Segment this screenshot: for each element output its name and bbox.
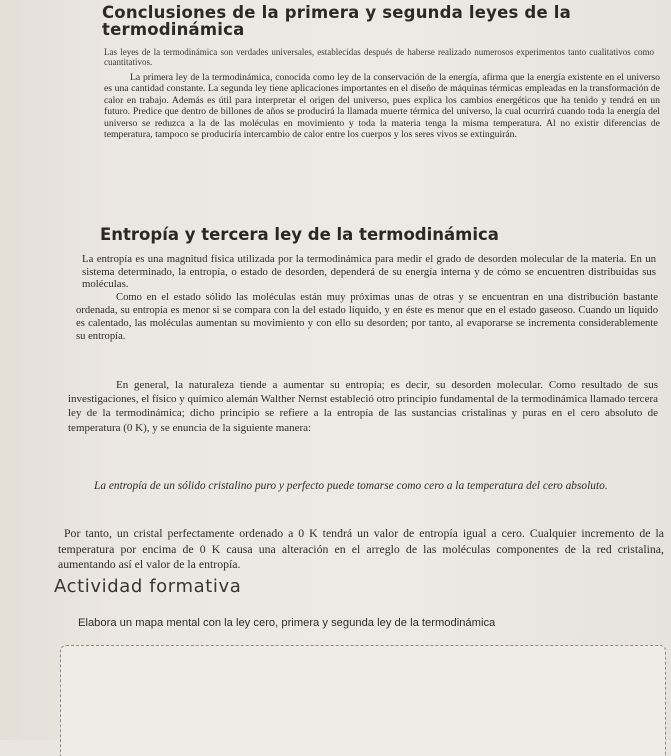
section-title-entropy: Entropía y tercera ley de la termodinámica: [100, 225, 499, 244]
nernst-paragraph: En general, la naturaleza tiende a aumentar su entropía; es decir, su desorden molecular. Como resultado de sus investigaciones, el físico y químico alemán Walther Nernst estableció otro principio fundamental de la termodinámica llamado tercera ley de la termodinámica; dicho principio se refiere a la entropía de las sustancias cristalinas y puras en el cero absoluto de temperatura (0 K), y se enuncia de la siguiente manera:: [68, 379, 658, 434]
entropy-definition-paragraph: La entropía es una magnitud física utilizada por la termodinámica para medir el grado de desorden molecular de la materia. En un sistema determinado, la entropía, o estado de desorden, dependerá de su energía interna y de cómo se encuentren distribuidas sus moléculas.: [82, 253, 656, 291]
intro-paragraph: Las leyes de la termodinámica son verdades universales, establecidas después de haberse realizado numerosos experimentos tanto cualitativos como cuantitativos.: [104, 47, 654, 67]
perfect-crystal-paragraph: Por tanto, un cristal perfectamente ordenado a 0 K tendrá un valor de entropía igual a cero. Cualquier incremento de la temperatura por encima de 0 K causa una alteración en el arreglo de las moléculas componentes de la red cristalina, aumentando así el valor de la entropía.: [58, 526, 664, 572]
answer-box[interactable]: [60, 645, 666, 756]
activity-title: Actividad formativa: [54, 576, 242, 597]
first-second-law-paragraph: La primera ley de la termodinámica, conocida como ley de la conservación de la energía, afirma que la energía existente en el universo es una cantidad constante. La segunda ley tiene aplicaciones importantes en el diseño de máquinas térmicas empleadas en la transformación de calor en trabajo. Además es útil para interpretar el origen del universo, pues explica los cambios energéticos que ha tenido y tendrá en un futuro. Predice que dentro de billones de años se producirá la llamada muerte térmica del universo, la cual ocurrirá cuando toda la energía del universo se reduzca a la de las moléculas en movimiento y toda la materia tenga la misma temperatura. Al no existir diferencias de temperatura, tampoco se produciría intercambio de calor entre los cuerpos y los seres vivos se extinguirán.: [104, 72, 660, 141]
activity-instruction: Elabora un mapa mental con la ley cero, primera y segunda ley de la termodinámica: [78, 617, 496, 629]
section-title-first-second-laws: Conclusiones de la primera y segunda leyes de la termodinámica: [102, 3, 571, 39]
third-law-statement: La entropía de un sólido cristalino puro y perfecto puede tomarse como cero a la temperatura del cero absoluto.: [94, 480, 608, 492]
entropy-states-paragraph: Como en el estado sólido las moléculas están muy próximas unas de otras y se encuentran en una distribución bastante ordenada, su entropía es menor si se compara con la del estado líquido, y en éste es menor que en el estado gaseoso. Cuando un líquido es calentado, las moléculas aumentan su movimiento y con ello su desorden; por tanto, al evaporarse se incrementa considerablemente su entropía.: [76, 292, 658, 342]
